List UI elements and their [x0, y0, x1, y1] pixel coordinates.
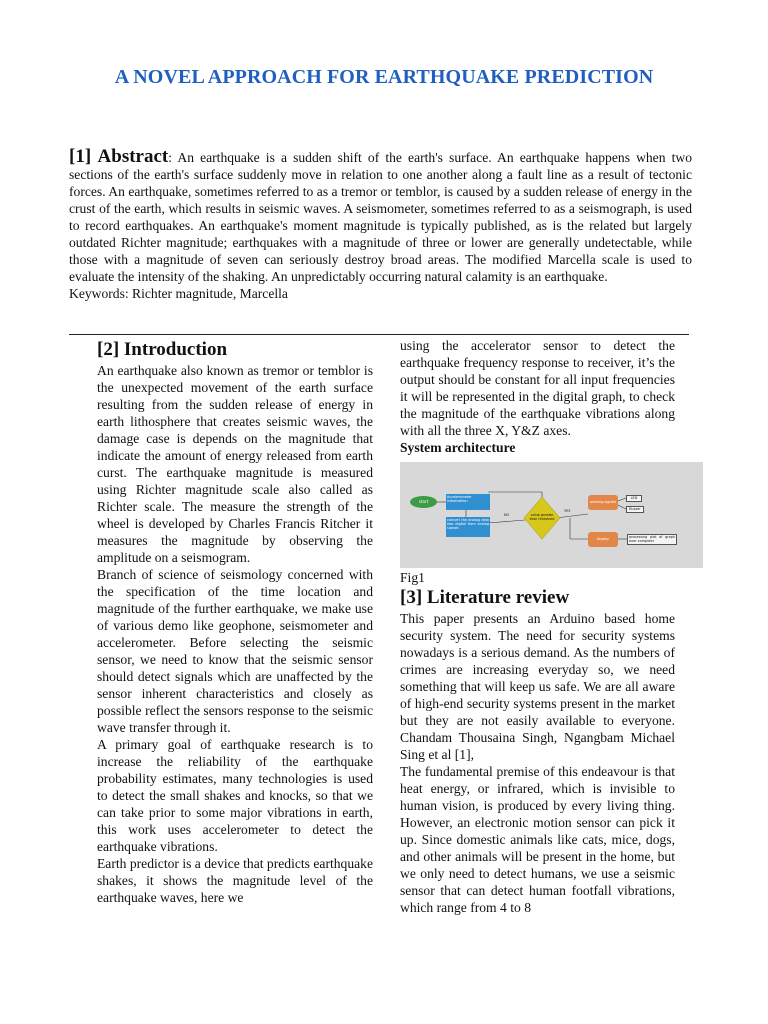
literature-paragraph: The fundamental premise of this endeavour is that heat energy, or infrared, which is invisible to human vision, is produced by every living thing. However, an electronic motion sensor can pick it up. Since domestic animals like cats, mice, dogs, and other animals will be present in the home, but we only need to detect humans, we use a seismic sensor that can detect human footfall vibrations, which range from 4 to 8 — [400, 764, 675, 915]
figure-caption: Fig1 — [400, 570, 425, 585]
keywords: Keywords: Richter magnitude, Marcella — [69, 286, 288, 301]
led-label: LED — [630, 496, 638, 500]
warning-label: warning signals — [589, 500, 617, 504]
abstract-text: An earthquake is a sudden shift of the earth's surface. An earthquake happens when two sections of the earth's surface suddenly move in relation to one another along a fault line as a result of tectonic forces. An earthquake, sometimes referred to as a tremor or temblor, is caused by a sudden release of energy in the crust of the earth, which results in seismic waves. A seismometer, sometimes referred to as a seismograph, is used to record earthquakes. An earthquake's moment magnitude is typically published, as is the related but largely outdated Richter magnitude; earthquakes with a magnitude of three or lower are generally undetectable, while those with a magnitude of seven can seriously destroy broad areas. The modified Marcella scale is used to evaluate the intensity of the shaking. An unpredictably occurring natural calamity is an earthquake. — [69, 150, 692, 284]
decision-text: value greater than threshold — [529, 513, 555, 521]
display-box — [588, 532, 618, 547]
intro-paragraph: Earth predictor is a device that predicts earthquake shakes, it shows the magnitude level of the earthquake waves, here we — [97, 856, 373, 905]
decision-label — [528, 513, 556, 525]
init-label: Accelerometer initialisation — [447, 495, 472, 503]
convert-box — [446, 517, 490, 537]
literature-review-heading: [3] Literature review — [400, 587, 570, 608]
abstract-section — [69, 148, 692, 302]
yes-label — [564, 509, 576, 514]
abstract-colon: : — [168, 150, 173, 165]
system-architecture-figure — [400, 462, 703, 568]
intro-paragraph: An earthquake also known as tremor or temblor is the unexpected movement of the earth surface resulting from the sudden release of energy in earth lithosphere that creates seismic waves, the damage case is depends on the magnitude that indicate the amount of energy released from earth curst. The earthquake magnitude is measured using Richter magnitude scale also called as Richter scale. The measure the strength of the wheel is developed by Charles Francis Ritcher it measures the magnitude by observing the amplitude on a seismogram. — [97, 363, 373, 565]
intro-paragraph: A primary goal of earthquake research is to increase the reliability of the earthquake probability estimates, many technologies is used to detect the small shakes and knocks, so that we can take prior to some major vibrations in earth, this work uses accelerometer to detect the earthquake vibrations. — [97, 737, 373, 854]
intro-continuation: using the accelerator sensor to detect the earthquake frequency response to receiver, it’s the output should be constant for all input frequencies it will be represented in the digital graph, to check the magnitude of the earthquake vibrations along with all the three X, Y&Z axes. — [400, 338, 675, 438]
start-node — [410, 496, 437, 508]
left-column — [97, 338, 373, 906]
display-label: display — [596, 537, 610, 541]
accelerometer-init-box — [446, 494, 490, 510]
introduction-heading: [2] Introduction — [97, 339, 228, 360]
section-divider — [69, 334, 689, 335]
plot-label: processing plot of graph over computer — [629, 535, 675, 543]
literature-paragraph: This paper presents an Arduino based home security system. The need for security systems nowadays is a serious demand. As the numbers of crimes are increasing everyday so, we need something that will keep us safe. We are all aware of high-end security systems present in the market but they are not easily available to everyone. Chandam Thousaina Singh, Ngangbam Michael Sing et al [1], — [400, 611, 675, 762]
yes-text: YES — [564, 509, 571, 513]
no-label — [504, 513, 514, 518]
intro-paragraph: Branch of science of seismology concerned with the specification of the time location and magnitude of the further earthquake, we make use of various demo like geophone, seismometer and accelerometer. Before selecting the seismic sensor, we need to know that the seismic sensor should detect signals which are unaffected by the sensor inherent characteristics and closely as possible reflect the sensors response to the seismic wave transfer through it. — [97, 567, 373, 735]
start-label: start — [418, 499, 429, 504]
paper-title: A NOVEL APPROACH FOR EARTHQUAKE PREDICTION — [114, 66, 654, 88]
abstract-heading: [1] Abstract — [69, 146, 169, 167]
convert-label: convert the analog data into digital from analog signals — [447, 518, 489, 530]
buzzer-box — [626, 506, 644, 513]
system-architecture-heading: System architecture — [400, 440, 516, 455]
right-column — [400, 337, 675, 916]
warning-signals-box — [588, 495, 618, 510]
led-box — [626, 495, 642, 502]
no-text: NO — [504, 513, 510, 517]
buzzer-label: Buzzer — [629, 507, 641, 511]
plot-graph-box — [627, 534, 677, 545]
